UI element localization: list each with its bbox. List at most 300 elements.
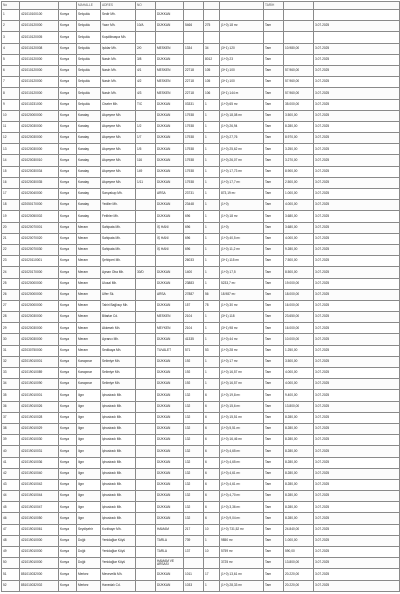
table-cell: Konya	[59, 468, 77, 479]
table-cell: 40	[2, 446, 20, 457]
table-cell: 421019010061	[20, 524, 59, 535]
table-cell: 3.07.2025	[314, 468, 400, 479]
table-cell: (1+0) 26,07 m²	[220, 155, 264, 166]
table-row	[2, 446, 400, 457]
table-row	[2, 278, 400, 289]
table-cell: MESKEN	[156, 88, 184, 99]
table-cell: İçhusiradı Mh.	[101, 423, 136, 434]
table-cell: 3.680,00	[284, 222, 314, 233]
table-cell: 10/A	[136, 21, 156, 32]
table-cell: 28	[2, 312, 20, 323]
table-cell: 2	[2, 21, 20, 32]
table-header-row	[2, 2, 400, 10]
table-cell: 32	[2, 356, 20, 367]
column-header	[220, 2, 264, 10]
table-cell: İçhusiradı Mh.	[101, 412, 136, 423]
table-cell	[136, 256, 156, 267]
table-cell: Konya	[59, 233, 77, 244]
column-header	[184, 2, 204, 10]
table-cell: 16.000,00	[284, 323, 314, 334]
table-cell: DÜKKAN	[156, 569, 184, 580]
table-cell: DÜKKAN	[156, 110, 184, 121]
table-cell: 421020030000	[20, 144, 59, 155]
table-cell: 1	[204, 233, 220, 244]
table-cell: İçhusiradı Mh.	[101, 435, 136, 446]
table-cell: 1/7	[136, 133, 156, 144]
table-cell: 3.07.2025	[314, 412, 400, 423]
table-cell: 6	[204, 446, 220, 457]
table-cell: Tam	[264, 558, 284, 569]
table-row	[2, 435, 400, 446]
table-cell: Akçeşme Mh.	[101, 155, 136, 166]
table-cell: 3.07.2025	[314, 300, 400, 311]
table-cell: 17938	[184, 121, 204, 132]
table-cell: (1+0) 40,5 m²	[220, 233, 264, 244]
table-cell: Konya	[59, 558, 77, 569]
table-cell	[264, 10, 284, 21]
table-cell: Konya	[59, 121, 77, 132]
table-cell: TARLA	[156, 547, 184, 558]
table-cell: 57.960,00	[284, 77, 314, 88]
table-cell: Tam	[264, 345, 284, 356]
table-cell: Tam	[264, 457, 284, 468]
table-cell: Bitarlar Cd.	[101, 312, 136, 323]
table-cell: Karapınar	[77, 368, 101, 379]
table-cell	[136, 110, 156, 121]
table-cell: 56	[204, 289, 220, 300]
table-cell: 27	[2, 300, 20, 311]
table-cell: Tam	[264, 289, 284, 300]
table-cell: 5	[2, 54, 20, 65]
table-cell: 10	[204, 524, 220, 535]
table-cell: DÜKKAN	[156, 166, 184, 177]
table-cell: 3.07.2025	[314, 334, 400, 345]
table-cell: 192	[184, 379, 204, 390]
table-row	[2, 390, 400, 401]
table-cell: Karatay	[77, 144, 101, 155]
table-cell: 78	[204, 300, 220, 311]
table-cell: 132	[184, 446, 204, 457]
table-cell: Tam	[264, 99, 284, 110]
table-cell: Sarıyakup Mh.	[101, 189, 136, 200]
table-cell: 421019010000	[20, 547, 59, 558]
table-cell: 4/1	[136, 65, 156, 76]
table-cell: 1/11	[136, 177, 156, 188]
table-cell: 421010231000	[20, 99, 59, 110]
table-cell: (1+0) 30 m²	[220, 300, 264, 311]
table-row	[2, 356, 400, 367]
table-cell: Selçuklu	[77, 10, 101, 21]
table-cell: Konya	[59, 43, 77, 54]
table-cell: 421019010000	[20, 558, 59, 569]
table-cell: 421010120008	[20, 43, 59, 54]
table-cell: DÜKKAN	[156, 390, 184, 401]
table-cell	[136, 580, 156, 591]
table-cell: 53	[204, 345, 220, 356]
table-cell: 421019010089	[20, 368, 59, 379]
table-cell: 39	[2, 435, 20, 446]
table-cell: (1+0) 18 m²	[220, 211, 264, 222]
table-cell	[156, 256, 184, 267]
table-cell: Konya	[59, 379, 77, 390]
table-cell: 34	[204, 43, 220, 54]
table-cell: 3.07.2025	[314, 133, 400, 144]
table-cell: 8.280,00	[284, 121, 314, 132]
table-cell: 42	[2, 468, 20, 479]
table-cell: Yediler Mh.	[101, 200, 136, 211]
table-cell: Tam	[264, 278, 284, 289]
table-row	[2, 524, 400, 535]
table-cell: 421010120000	[20, 65, 59, 76]
table-cell: 8.280,00	[284, 502, 314, 513]
table-cell	[136, 244, 156, 255]
table-cell: Konya	[59, 435, 77, 446]
table-cell	[136, 300, 156, 311]
table-cell: 1	[204, 155, 220, 166]
table-cell: 1	[204, 312, 220, 323]
table-cell: 57.960,00	[284, 65, 314, 76]
table-cell: DÜKKAN	[156, 491, 184, 502]
table-cell	[136, 479, 156, 490]
table-cell: 18.987 m²	[220, 289, 264, 300]
table-cell: DÜKKAN	[156, 200, 184, 211]
table-row	[2, 244, 400, 255]
table-cell: Konya	[59, 412, 77, 423]
table-cell: 421019010040	[20, 468, 59, 479]
table-row	[2, 513, 400, 524]
table-cell	[284, 10, 314, 21]
table-row	[2, 177, 400, 188]
table-row	[2, 10, 400, 21]
table-cell: Doğlı	[77, 547, 101, 558]
table-cell: 21	[2, 233, 20, 244]
table-cell: 8.500,00	[284, 267, 314, 278]
table-cell: Karatay	[77, 133, 101, 144]
column-header: MAHALLE	[77, 2, 101, 10]
table-cell	[136, 289, 156, 300]
table-cell	[136, 379, 156, 390]
table-row	[2, 222, 400, 233]
table-cell: 1	[204, 99, 220, 110]
table-cell: (1+0) 28,33 m²	[220, 580, 264, 591]
table-cell: Konya	[59, 401, 77, 412]
column-header	[59, 2, 77, 10]
table-cell: 10	[204, 547, 220, 558]
table-cell: 45	[2, 502, 20, 513]
table-cell: 421020030000	[20, 312, 59, 323]
table-cell: Selçuklu	[77, 99, 101, 110]
table-cell: Karatay	[77, 189, 101, 200]
table-cell: 421010120005	[20, 32, 59, 43]
table-cell: 13.800,00	[284, 401, 314, 412]
table-cell: Tam	[264, 110, 284, 121]
table-cell: 10.000,00	[284, 334, 314, 345]
table-cell: 421010120000	[20, 88, 59, 99]
table-cell: İŞ HANI	[156, 233, 184, 244]
table-cell: Konya	[59, 211, 77, 222]
table-cell: DÜKKAN	[156, 21, 184, 32]
table-cell: 1	[204, 278, 220, 289]
table-cell: 31	[2, 345, 20, 356]
table-cell: (3+1) 98 m²	[220, 323, 264, 334]
table-cell: Sahipata Mh.	[101, 222, 136, 233]
column-header: NO	[136, 2, 156, 10]
table-cell: 217	[184, 524, 204, 535]
table-cell: 1400	[184, 267, 204, 278]
table-cell: 5466	[184, 21, 204, 32]
table-cell: (1+0) 26,94	[220, 121, 264, 132]
table-cell: 3.07.2025	[314, 43, 400, 54]
table-cell: 1	[204, 200, 220, 211]
table-cell: 3.07.2025	[314, 435, 400, 446]
table-cell: 10	[2, 110, 20, 121]
table-cell: 20	[2, 222, 20, 233]
table-cell: 421019010001	[20, 390, 59, 401]
table-row	[2, 166, 400, 177]
table-cell: 3.07.2025	[314, 233, 400, 244]
table-row	[2, 312, 400, 323]
column-header	[156, 2, 184, 10]
table-cell: Merkez	[77, 569, 101, 580]
table-cell: DÜKKAN	[156, 54, 184, 65]
table-cell: 1	[204, 368, 220, 379]
table-cell: 3.07.2025	[314, 177, 400, 188]
table-cell: Selçuklu	[77, 32, 101, 43]
table-cell: 132	[184, 401, 204, 412]
table-cell: 132	[184, 468, 204, 479]
table-cell: DÜKKAN	[156, 479, 184, 490]
table-cell: DÜKKAN	[156, 368, 184, 379]
table-cell: 3.07.2025	[314, 200, 400, 211]
table-cell: (1+0) 15,51 m²	[220, 412, 264, 423]
table-cell: Sahipata Mh.	[101, 244, 136, 255]
table-cell: 37	[2, 412, 20, 423]
table-cell: Konya	[59, 99, 77, 110]
table-cell: MESKEN	[156, 43, 184, 54]
table-cell: İŞ HANI	[156, 244, 184, 255]
table-cell: 1	[204, 144, 220, 155]
table-cell: Tam	[264, 323, 284, 334]
table-cell: 696	[184, 244, 204, 255]
table-cell: 421010120000	[20, 54, 59, 65]
table-cell: Karatay	[77, 200, 101, 211]
column-header: No	[2, 2, 20, 10]
table-cell: 3.07.2025	[314, 558, 400, 569]
table-cell: Konya	[59, 54, 77, 65]
table-row	[2, 569, 400, 580]
table-cell: (1+0) 4,65 m²	[220, 457, 264, 468]
table-cell: Tam	[264, 390, 284, 401]
table-cell	[136, 457, 156, 468]
table-cell: 17	[2, 189, 20, 200]
table-cell: Konya	[59, 334, 77, 345]
table-cell: 3.07.2025	[314, 390, 400, 401]
table-cell: DÜKKAN	[156, 10, 184, 21]
table-cell: Tam	[264, 401, 284, 412]
table-cell: Akçeşme Mh.	[101, 121, 136, 132]
table-cell: Akçeşme Mh.	[101, 110, 136, 121]
table-cell: 421019010031	[20, 446, 59, 457]
table-cell: 24.840,00	[284, 524, 314, 535]
table-cell: Meram	[77, 256, 101, 267]
table-cell: 3.07.2025	[314, 323, 400, 334]
table-cell	[184, 54, 204, 65]
table-cell	[220, 10, 264, 21]
table-cell: 6	[204, 491, 220, 502]
table-cell	[136, 535, 156, 546]
table-cell: 17938	[184, 133, 204, 144]
table-cell: 3.07.2025	[314, 569, 400, 580]
table-cell	[156, 32, 184, 43]
table-cell: Tam	[264, 412, 284, 423]
table-cell: Tam	[264, 300, 284, 311]
table-cell: DÜKKAN	[156, 457, 184, 468]
table-cell: 6	[204, 423, 220, 434]
table-cell	[184, 32, 204, 43]
table-cell: Seydişehir	[77, 524, 101, 535]
table-row	[2, 491, 400, 502]
table-cell: 6	[204, 412, 220, 423]
table-cell: Konya	[59, 479, 77, 490]
table-cell: HAMAM VE ARSASI	[156, 558, 184, 569]
table-cell: 421020030000	[20, 334, 59, 345]
table-cell: (1+0) 17,5	[220, 267, 264, 278]
table-cell: 3.680,00	[284, 211, 314, 222]
table-cell: 421020000000	[20, 110, 59, 121]
table-cell: 7.500,00	[284, 256, 314, 267]
table-cell: 421020040000	[20, 189, 59, 200]
table-cell: 421019010028	[20, 412, 59, 423]
table-cell: (1+0) 5,51 m²	[220, 423, 264, 434]
table-row	[2, 502, 400, 513]
table-cell: Tam	[264, 379, 284, 390]
table-cell: Akkeselı Mh.	[101, 323, 136, 334]
table-row	[2, 535, 400, 546]
table-row	[2, 334, 400, 345]
table-row	[2, 155, 400, 166]
table-cell: Meram	[77, 278, 101, 289]
table-cell: Tam	[264, 177, 284, 188]
table-cell: DÜKKAN	[156, 446, 184, 457]
table-cell: Fetihler Mh.	[101, 211, 136, 222]
table-cell: Işıklar Mh.	[101, 43, 136, 54]
table-cell: 421020000000	[20, 289, 59, 300]
table-cell: 23883	[184, 278, 204, 289]
table-cell: 3.07.2025	[314, 457, 400, 468]
table-cell: 3.07.2025	[314, 368, 400, 379]
table-cell: 3.250,00	[284, 144, 314, 155]
table-cell: DÜKKAN	[156, 300, 184, 311]
table-cell: Tam	[264, 21, 284, 32]
table-cell: Ilgın	[77, 479, 101, 490]
table-cell	[204, 558, 220, 569]
table-cell: MESKEN	[156, 77, 184, 88]
table-cell: Ilgın	[77, 457, 101, 468]
table-cell: Doğlı	[77, 535, 101, 546]
table-row	[2, 401, 400, 412]
table-cell: 11	[2, 121, 20, 132]
table-cell: Ciseler Mh.	[101, 99, 136, 110]
table-cell: Tam	[264, 547, 284, 558]
table-cell: 1	[204, 189, 220, 200]
table-cell: 1	[204, 535, 220, 546]
table-cell: 18	[2, 200, 20, 211]
table-cell: 1011	[184, 569, 204, 580]
table-cell: 35	[2, 390, 20, 401]
table-cell: 2104	[184, 323, 204, 334]
table-cell	[136, 502, 156, 513]
table-cell	[136, 278, 156, 289]
table-row	[2, 211, 400, 222]
table-cell: Yenidoğlar Köyü	[101, 535, 136, 546]
table-cell: 1/5	[136, 144, 156, 155]
table-cell: Tam	[264, 580, 284, 591]
table-cell: Meram	[77, 345, 101, 356]
table-cell: İçhusiradı Mh.	[101, 446, 136, 457]
table-cell: Nasıh Mh.	[101, 54, 136, 65]
table-cell: Tam	[264, 356, 284, 367]
table-cell: Konya	[59, 65, 77, 76]
table-cell: Ilgın	[77, 513, 101, 524]
table-cell: 33	[2, 368, 20, 379]
table-cell: Tam	[264, 77, 284, 88]
table-cell: Karatay	[77, 177, 101, 188]
table-cell: 8.280,00	[284, 435, 314, 446]
table-cell: Konya	[59, 491, 77, 502]
table-cell	[136, 513, 156, 524]
table-cell: MEYKEN	[156, 323, 184, 334]
table-cell: İçhusiradı Mh.	[101, 491, 136, 502]
table-cell: DÜKKAN	[156, 502, 184, 513]
table-cell: 3.07.2025	[314, 535, 400, 546]
table-cell: 851010032002	[20, 580, 59, 591]
table-cell: 3.07.2025	[314, 513, 400, 524]
table-cell	[136, 345, 156, 356]
table-cell: 3.270,00	[284, 155, 314, 166]
column-header	[20, 2, 59, 10]
table-cell: (1+0) 3,36 m²	[220, 502, 264, 513]
table-cell: Aynan Oba Mh.	[101, 267, 136, 278]
table-cell: Tam	[264, 368, 284, 379]
table-cell: (1+0) 25,62 m²	[220, 144, 264, 155]
table-cell: 421020030034	[20, 166, 59, 177]
table-cell: Selçuklu	[77, 77, 101, 88]
table-cell: Ilgın	[77, 446, 101, 457]
table-cell: Tam	[264, 88, 284, 99]
table-cell: 36	[2, 401, 20, 412]
table-cell: 3.07.2025	[314, 121, 400, 132]
table-cell	[136, 569, 156, 580]
table-cell: Konya	[59, 177, 77, 188]
table-cell: Hanedalı Cd.	[101, 580, 136, 591]
table-cell: DÜKKAN	[156, 177, 184, 188]
table-cell: Selçuklu	[77, 88, 101, 99]
table-cell: İçhusiradı Mh.	[101, 513, 136, 524]
table-row	[2, 32, 400, 43]
table-cell: 8.280,00	[284, 491, 314, 502]
table-cell: (1+0) 15,6 m²	[220, 401, 264, 412]
table-cell: 23448	[184, 200, 204, 211]
table-cell: Meram	[77, 312, 101, 323]
table-cell: Tam	[264, 423, 284, 434]
table-cell: Karapınar	[77, 379, 101, 390]
table-cell: 9	[2, 99, 20, 110]
table-row	[2, 267, 400, 278]
table-cell: 421019010030	[20, 435, 59, 446]
table-cell: (1+0) 17 m²	[220, 356, 264, 367]
table-cell: Kuşdilinaspa Mh.	[101, 32, 136, 43]
table-cell: 3.07.2025	[314, 144, 400, 155]
